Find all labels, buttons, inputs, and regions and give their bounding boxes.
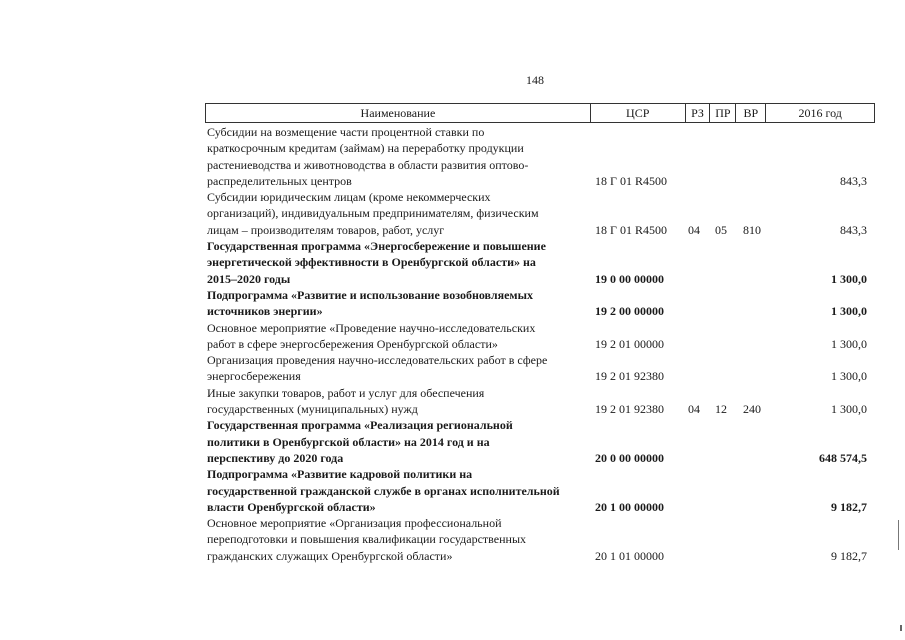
row-values (207, 336, 872, 352)
row-name: Иные закупки товаров, работ и услуг для обеспечения государственных (муниципальных) нужд (207, 385, 485, 417)
table-row (207, 189, 872, 238)
table-row (207, 124, 872, 189)
row-pr: 12 (715, 402, 727, 417)
row-name: Субсидии юридическим лицам (кроме некоммерческих организаций), индивидуальным предпринимателям, физическим лицам – производителям товаров, работ, услуг (207, 190, 539, 237)
row-sum: 1 300,0 (831, 369, 867, 384)
row-rz: 04 (688, 222, 700, 237)
row-rz: 04 (688, 402, 700, 417)
table-row (207, 238, 872, 287)
header-vr: ВР (736, 104, 766, 122)
row-name: Субсидии на возмещение части процентной ставки по краткосрочным кредитам (займам) на переработку продукции растениеводства и животноводства в области развития оптово- распределительных центров (207, 125, 529, 188)
table-row (207, 352, 872, 385)
row-name: Подпрограмма «Развитие и использование возобновляемых источников энергии» (207, 287, 533, 319)
header-pr: ПР (710, 104, 736, 122)
table-body (207, 124, 872, 564)
row-values (207, 499, 872, 515)
row-sum: 1 300,0 (831, 402, 867, 417)
row-values (207, 303, 872, 319)
table-row (207, 466, 872, 515)
header-rz: РЗ (686, 104, 711, 122)
row-csr: 20 0 00 00000 (595, 450, 664, 465)
row-csr: 19 0 00 00000 (595, 271, 664, 286)
table-row (207, 320, 872, 353)
row-csr: 19 2 01 92380 (595, 369, 664, 384)
header-name: Наименование (206, 104, 591, 122)
row-sum: 1 300,0 (831, 336, 867, 351)
header-year: 2016 год (798, 105, 842, 120)
row-values (207, 271, 872, 287)
row-sum: 843,3 (840, 222, 867, 237)
row-csr: 19 2 01 92380 (595, 402, 664, 417)
row-pr: 05 (715, 222, 727, 237)
row-csr: 18 Г 01 R4500 (595, 222, 667, 237)
scan-artifact (900, 625, 902, 631)
row-sum: 843,3 (840, 173, 867, 188)
table-row (207, 417, 872, 466)
row-sum: 9 182,7 (831, 548, 867, 563)
row-values (207, 222, 872, 238)
row-sum: 648 574,5 (819, 450, 867, 465)
row-csr: 19 2 01 00000 (595, 336, 664, 351)
scan-artifact (898, 520, 899, 550)
row-values (207, 173, 872, 189)
row-name: Основное мероприятие «Проведение научно-исследовательских работ в сфере энергосбережения Оренбургской области» (207, 320, 536, 351)
row-name: Подпрограмма «Развитие кадровой политики на государственной гражданской службе в органах исполнительной власти Оренбургской области» (207, 467, 560, 514)
row-csr: 20 1 00 00000 (595, 499, 664, 514)
table-row (207, 385, 872, 418)
table-row (207, 287, 872, 320)
row-name: Основное мероприятие «Организация профессиональной переподготовки и повышения квалификации государственных гражданских служащих Оренбургской области» (207, 516, 527, 563)
table-row (207, 515, 872, 564)
row-values (207, 368, 872, 384)
row-vr: 240 (743, 402, 761, 417)
table-header (205, 103, 875, 123)
row-sum: 1 300,0 (831, 304, 867, 319)
row-sum: 9 182,7 (831, 499, 867, 514)
row-values (207, 548, 872, 564)
header-csr: ЦСР (591, 104, 686, 122)
row-name: Государственная программа «Энергосбережение и повышение энергетической эффективности в Оренбургской области» на 2015–2020 годы (207, 239, 546, 286)
page-number: 148 (526, 73, 544, 87)
row-vr: 810 (743, 222, 761, 237)
row-csr: 19 2 00 00000 (595, 304, 664, 319)
row-csr: 20 1 01 00000 (595, 548, 664, 563)
row-values (207, 401, 872, 417)
row-values (207, 450, 872, 466)
row-sum: 1 300,0 (831, 271, 867, 286)
row-name: Государственная программа «Реализация региональной политики в Оренбургской области» на 2014 год и на перспективу до 2020 года (207, 418, 513, 465)
row-name: Организация проведения научно-исследовательских работ в сфере энергосбережения (207, 353, 548, 384)
row-csr: 18 Г 01 R4500 (595, 173, 667, 188)
